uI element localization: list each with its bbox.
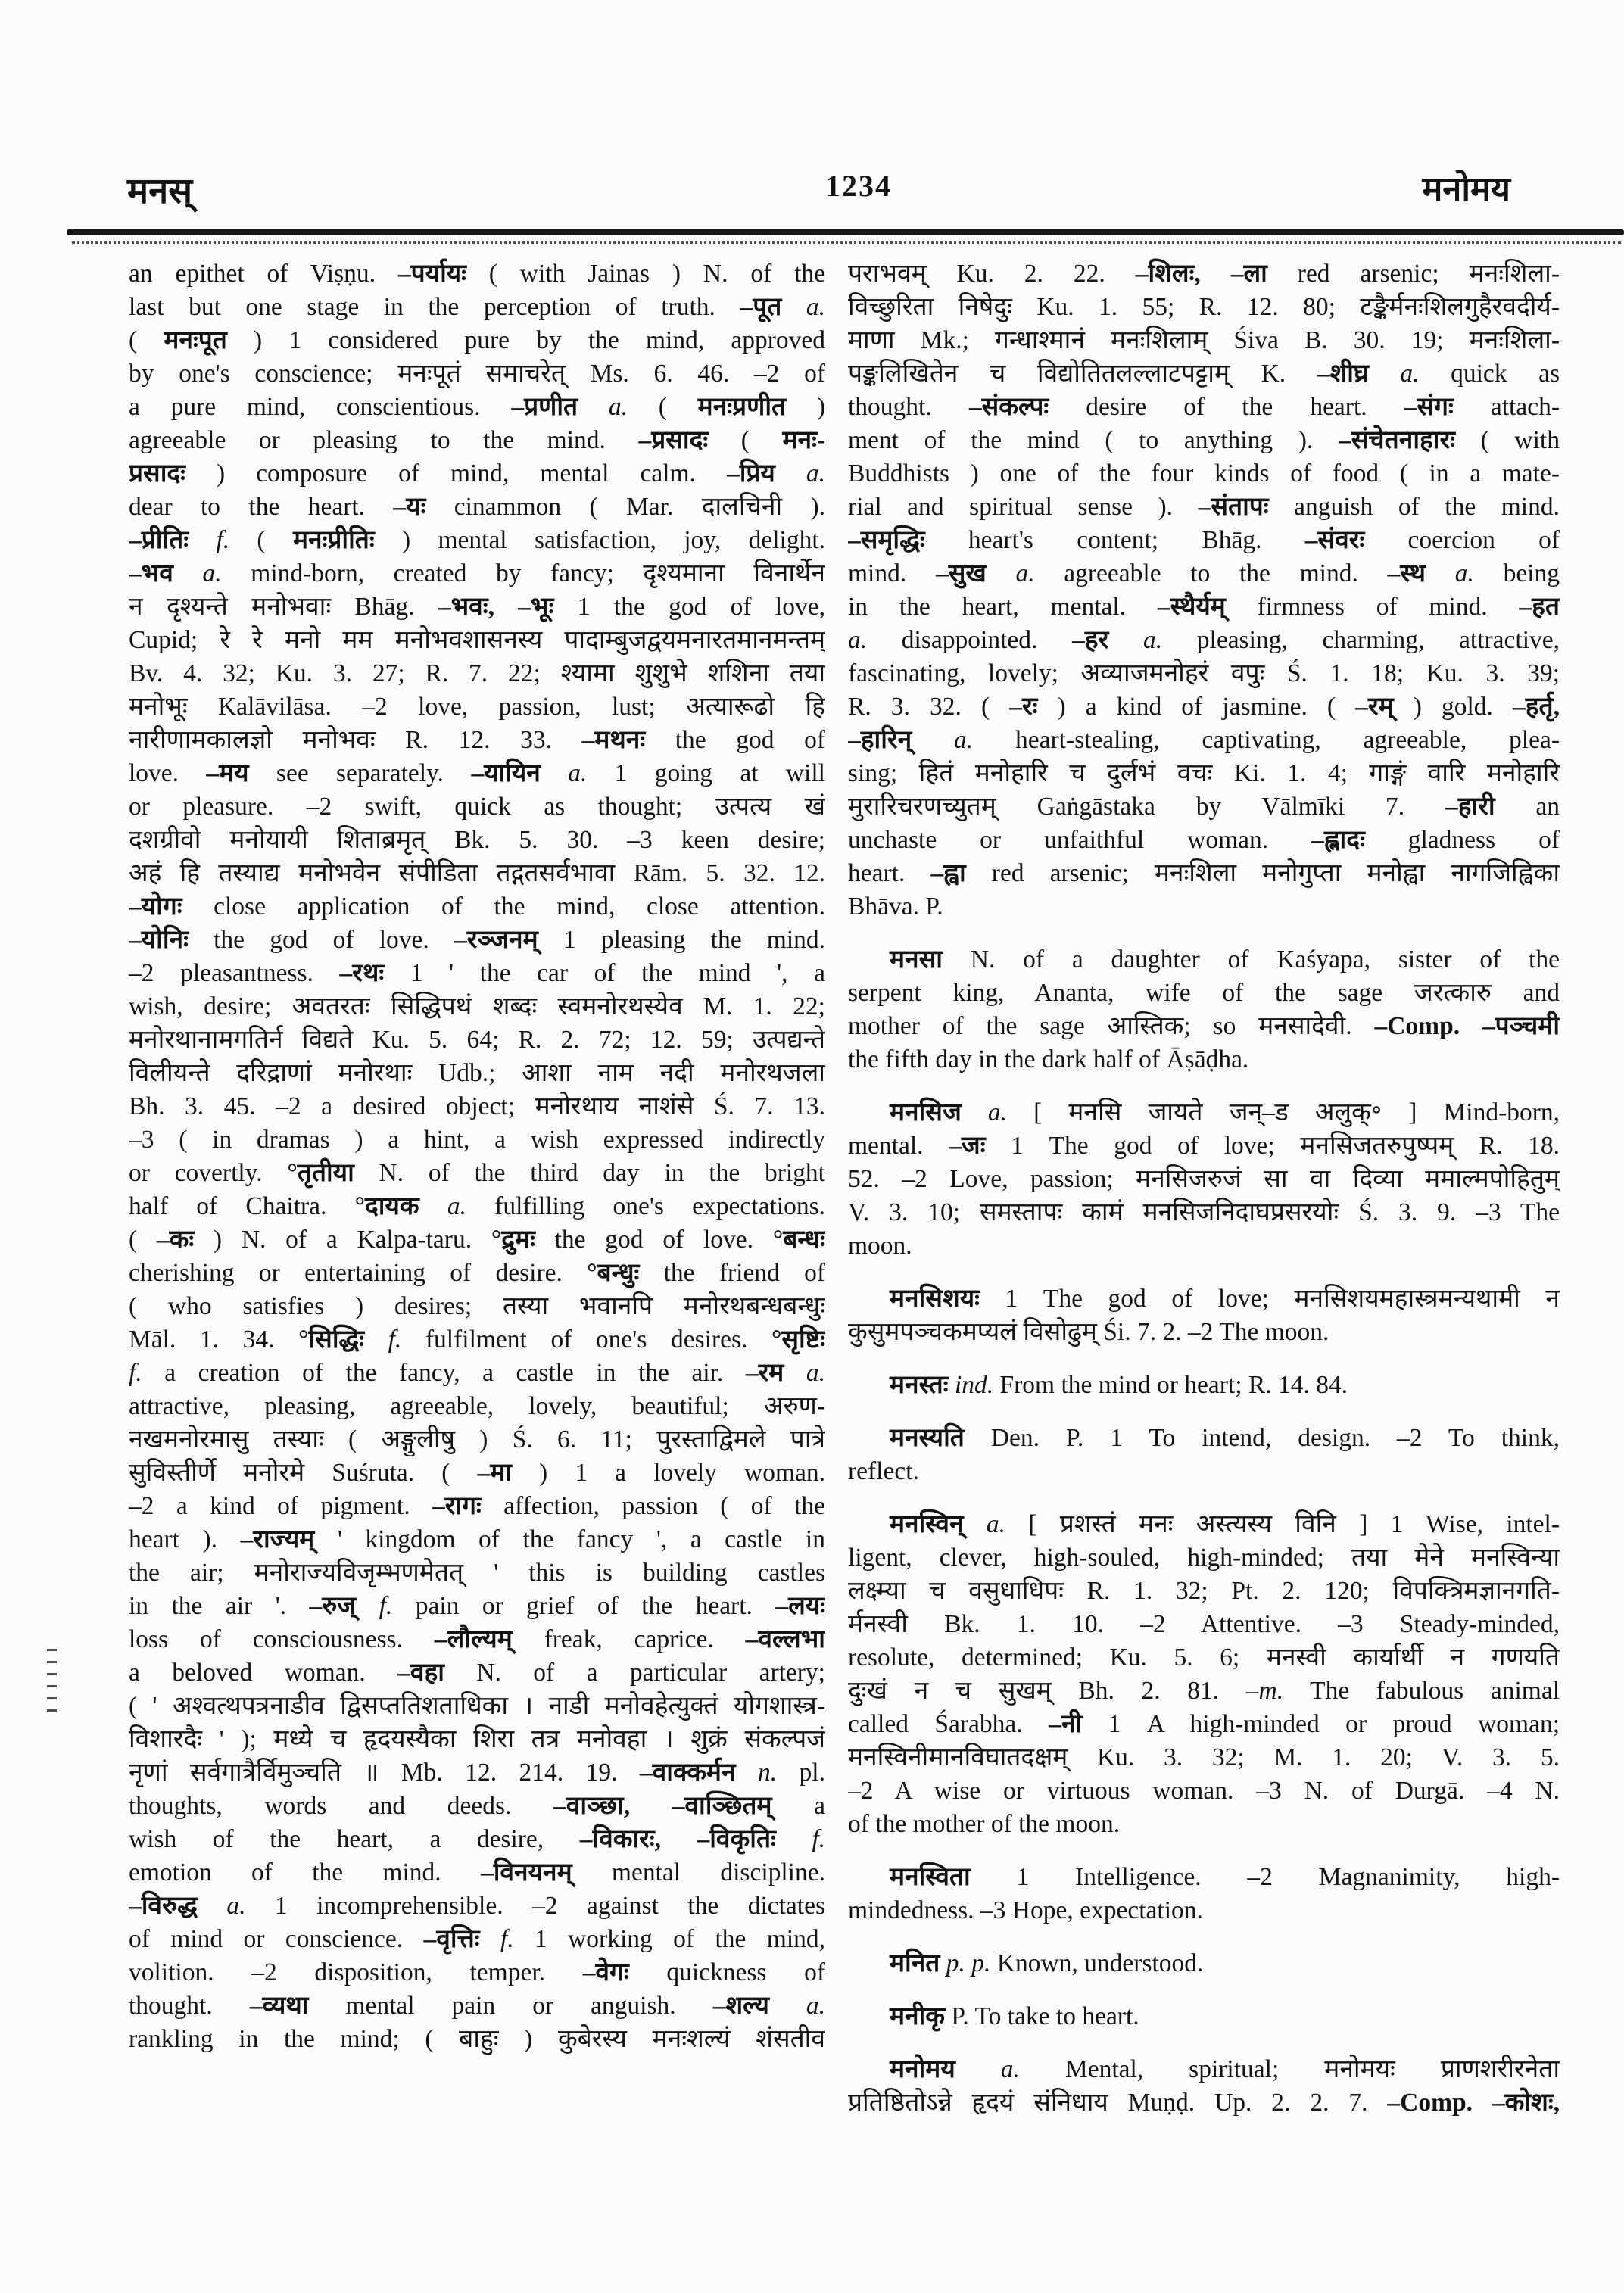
- column-left: [129, 257, 825, 2120]
- text-line: V. 3. 10; समस्तापः कामं मनसिजनिदाघप्रसरयोः Ś. 3. 9. –3 The: [848, 1198, 1560, 1226]
- text-line: पराभवम् Ku. 2. 22. –शिलः, –ला red arsenic; मनःशिला-: [848, 260, 1560, 288]
- text-line: mindedness. –3 Hope, expectation.: [848, 1896, 1203, 1924]
- paragraph: [848, 1861, 1560, 1927]
- text-line: or covertly. °तृतीया N. of the third day in the bright: [129, 1159, 825, 1187]
- paragraph: [848, 1508, 1560, 1841]
- text-line: rial and spiritual sense ). –संतापः anguish of the mind.: [848, 493, 1560, 521]
- paragraph: [848, 1282, 1560, 1349]
- text-line: a. disappointed. –हर a. pleasing, charming, attractive,: [848, 626, 1560, 654]
- paragraph: [848, 1947, 1560, 1980]
- text-line: fascinating, lovely; अव्याजमनोहरं वपुः Ś. 1. 18; Ku. 3. 39;: [848, 659, 1560, 687]
- text-line: heart ). –राज्यम् ' kingdom of the fancy ', a castle in: [129, 1525, 825, 1553]
- header-rule-thick: [67, 229, 1624, 235]
- text-line: in the air '. –रुज् f. pain or grief of the heart. –लयः: [129, 1592, 825, 1620]
- text-line: र्मनस्वी Bk. 1. 10. –2 Attentive. –3 Steady-minded,: [848, 1610, 1560, 1638]
- text-line: cherishing or entertaining of desire. °बन्धुः the friend of: [129, 1259, 825, 1287]
- text-line: last but one stage in the perception of truth. –पूत a.: [129, 293, 825, 321]
- text-line: अहं हि तस्याद्य मनोभवेन संपीडिता तद्गतसर्वभावा Rām. 5. 32. 12.: [129, 859, 825, 887]
- text-line: मनस्विन् a. [ प्रशस्तं मनः अस्त्यस्य विनि ] 1 Wise, intel-: [890, 1510, 1560, 1538]
- text-line: loss of consciousness. –लौल्यम् freak, caprice. –वल्लभा: [129, 1625, 825, 1653]
- text-line: sing; हितं मनोहारि च दुर्लभं वचः Ki. 1. 4; गाङ्गं वारि मनोहारि: [848, 759, 1560, 787]
- text-line: –विरुद्ध a. 1 incomprehensible. –2 against the dictates: [129, 1892, 825, 1920]
- text-line: पङ्कलिखितेन च विद्योतितलल्लाटपट्टाम् K. –शीघ्र a. quick as: [848, 360, 1560, 388]
- text-line: मनस्विनीमानविघातदक्षम् Ku. 3. 32; M. 1. 20; V. 3. 5.: [848, 1743, 1560, 1771]
- paragraph: [848, 943, 1560, 1076]
- text-line: wish of the heart, a desire, –विकारः, –विकृतिः f.: [129, 1825, 825, 1853]
- text-line: –भव a. mind-born, created by fancy; दृश्यमाना विनार्थेन: [129, 559, 825, 587]
- text-line: ( ' अश्वत्थपत्रनाडीव द्विसप्ततिशताधिका । नाडी मनोवहेत्युक्तं योगशास्त्र-: [129, 1692, 825, 1720]
- text-line: मनोरथानामगतिर्न विद्यते Ku. 5. 64; R. 2. 72; 12. 59; उत्पद्यन्ते: [129, 1026, 825, 1054]
- text-line: Cupid; रे रे मनो मम मनोभवशासनस्य पादाम्बुजद्वयमनारतमानमन्तम्: [129, 626, 825, 654]
- text-line: called Śarabha. –नी 1 A high-minded or proud woman;: [848, 1710, 1560, 1738]
- text-line: Bv. 4. 32; Ku. 3. 27; R. 7. 22; श्यामा शुशुभे शशिना तया: [129, 659, 825, 687]
- text-line: 52. –2 Love, passion; मनसिजरुजं सा वा दिव्या ममाल्मपोहितुम्: [848, 1165, 1560, 1193]
- text-line: mental. –जः 1 The god of love; मनसिजतरुपुष्पम् R. 18.: [848, 1132, 1560, 1160]
- text-line: half of Chaitra. °दायक a. fulfilling one's expectations.: [129, 1192, 825, 1220]
- text-line: कुसुमपञ्चकमप्यलं विसोढुम् Śi. 7. 2. –2 The moon.: [848, 1318, 1329, 1346]
- text-line: –योनिः the god of love. –रञ्जनम् 1 pleasing the mind.: [129, 926, 825, 954]
- text-line: –2 pleasantness. –रथः 1 ' the car of the mind ', a: [129, 959, 825, 987]
- text-line: a pure mind, conscientious. –प्रणीत a. ( मनःप्रणीत ): [129, 393, 825, 421]
- text-line: of the mother of the moon.: [848, 1810, 1121, 1838]
- text-line: mind. –सुख a. agreeable to the mind. –स्थ a. being: [848, 559, 1560, 587]
- text-line: दुःखं न च सुखम् Bh. 2. 81. –m. The fabulous animal: [848, 1677, 1560, 1705]
- text-line: मनीकृ P. To take to heart.: [890, 2002, 1139, 2030]
- text-line: लक्ष्म्या च वसुधाधिपः R. 1. 32; Pt. 2. 120; विपक्त्रिमज्ञानगति-: [848, 1577, 1560, 1605]
- text-line: rankling in the mind; ( बाहुः ) कुबेरस्य मनःशल्यं शंसतीव: [129, 2025, 825, 2053]
- text-line: दशग्रीवो मनोयायी शिताब्रमृत् Bk. 5. 30. –3 keen desire;: [129, 826, 825, 854]
- text-line: मनस्तः ind. From the mind or heart; R. 14. 84.: [890, 1371, 1348, 1399]
- paragraph: [848, 257, 1560, 924]
- text-line: मनसिशयः 1 The god of love; मनसिशयमहास्त्रमन्यथामी न: [890, 1285, 1560, 1313]
- text-line: ( –कः ) N. of a Kalpa-taru. °द्रुमः the god of love. °बन्धः: [129, 1226, 825, 1254]
- text-line: विलीयन्ते दरिद्राणां मनोरथाः Udb.; आशा नाम नदी मनोरथजला: [129, 1059, 825, 1087]
- text-line: नखमनोरमासु तस्याः ( अङ्गुलीषु ) Ś. 6. 11; पुरस्ताद्विमले पात्रे: [129, 1425, 825, 1453]
- text-line: wish, desire; अवतरतः सिद्धिपथं शब्दः स्वमनोरथस्येव M. 1. 22;: [129, 992, 825, 1020]
- text-line: love. –मय see separately. –यायिन a. 1 going at will: [129, 759, 825, 787]
- text-line: thoughts, words and deeds. –वाञ्छा, –वाञ्छितम् a: [129, 1792, 825, 1820]
- text-line: reflect.: [848, 1457, 919, 1485]
- running-head-right: मनोमय: [1422, 170, 1510, 208]
- text-line: thought. –संकल्पः desire of the heart. –संगः attach-: [848, 393, 1560, 421]
- text-line: मनस्यति Den. P. 1 To intend, design. –2 To think,: [890, 1424, 1560, 1452]
- text-line: माणा Mk.; गन्धाश्मानं मनःशिलाम् Śiva B. 30. 19; मनःशिला-: [848, 326, 1560, 354]
- text-line: प्रसादः ) composure of mind, mental calm. –प्रिय a.: [129, 460, 825, 488]
- paragraph: [848, 1422, 1560, 1488]
- margin-mark: [47, 1649, 57, 1721]
- text-line: Māl. 1. 34. °सिद्धिः f. fulfilment of one's desires. °सृष्टिः: [129, 1326, 825, 1354]
- column-right: [848, 257, 1560, 2120]
- text-line: नारीणामकालज्ञो मनोभवः R. 12. 33. –मथनः the god of: [129, 726, 825, 754]
- text-columns: [129, 257, 1560, 2120]
- text-line: –हारिन् a. heart-stealing, captivating, agreeable, plea-: [848, 726, 1560, 754]
- text-line: –समृद्धिः heart's content; Bhāg. –संवरः coercion of: [848, 526, 1560, 554]
- text-line: –2 A wise or virtuous woman. –3 N. of Durgā. –4 N.: [848, 1777, 1560, 1805]
- text-line: –योगः close application of the mind, close attention.: [129, 893, 825, 921]
- text-line: dear to the heart. –यः cinammon ( Mar. दालचिनी ).: [129, 493, 825, 521]
- text-line: thought. –व्यथा mental pain or anguish. –शल्य a.: [129, 1992, 825, 2020]
- paragraph: [848, 2053, 1560, 2120]
- text-line: by one's conscience; मनःपूतं समाचरेत् Ms. 6. 46. –2 of: [129, 360, 825, 388]
- text-line: ligent, clever, high-souled, high-minded; तया मेने मनस्विन्या: [848, 1544, 1560, 1572]
- text-line: विशारदैः ' ); मध्ये च हृदयस्यैका शिरा तत्र मनोवहा । शुक्रं संकल्पजं: [129, 1725, 825, 1753]
- text-line: विच्छुरिता निषेदुः Ku. 1. 55; R. 12. 80; टङ्कैर्मनःशिलगुहैरवदीर्य-: [848, 293, 1560, 321]
- header-rule-dotted: [72, 241, 1621, 244]
- text-line: ment of the mind ( to anything ). –संचेतनाहारः ( with: [848, 426, 1560, 454]
- text-line: resolute, determined; Ku. 5. 6; मनस्वी कार्यार्थी न गणयति: [848, 1643, 1560, 1671]
- text-line: –2 a kind of pigment. –रागः affection, passion ( of the: [129, 1492, 825, 1520]
- text-line: an epithet of Viṣṇu. –पर्यायः ( with Jainas ) N. of the: [129, 260, 825, 288]
- paragraph: [848, 1369, 1560, 1402]
- text-line: नृणां सर्वगात्रैर्विमुञ्चति ॥ Mb. 12. 214. 19. –वाक्कर्मन n. pl.: [129, 1759, 825, 1787]
- text-line: Bhāva. P.: [848, 893, 943, 921]
- text-line: a beloved woman. –वहा N. of a particular artery;: [129, 1659, 825, 1687]
- page-number: 1234: [825, 169, 892, 203]
- text-line: मनित p. p. Known, understood.: [890, 1949, 1204, 1977]
- running-head-left: मनस्: [127, 172, 192, 211]
- text-line: the air; मनोराज्यविजृम्भणमेतत् ' this is building castles: [129, 1559, 825, 1587]
- text-line: f. a creation of the fancy, a castle in the air. –रम a.: [129, 1359, 825, 1387]
- text-line: –प्रीतिः f. ( मनःप्रीतिः ) mental satisfaction, joy, delight.: [129, 526, 825, 554]
- text-line: मुरारिचरणच्युतम् Gaṅgāstaka by Vālmīki 7. –हारी an: [848, 793, 1560, 821]
- text-line: moon.: [848, 1232, 912, 1260]
- text-line: agreeable or pleasing to the mind. –प्रसादः ( मनः-: [129, 426, 825, 454]
- text-line: ( मनःपूत ) 1 considered pure by the mind, approved: [129, 326, 825, 354]
- text-line: Buddhists ) one of the four kinds of food ( in a mate-: [848, 460, 1560, 488]
- text-line: मनसा N. of a daughter of Kaśyapa, sister of the: [890, 946, 1560, 974]
- text-line: or pleasure. –2 swift, quick as thought; उत्पत्य खं: [129, 793, 825, 821]
- text-line: मनस्विता 1 Intelligence. –2 Magnanimity, high-: [890, 1863, 1560, 1891]
- text-line: mother of the sage आस्तिक; so मनसादेवी. –Comp. –पञ्चमी: [848, 1012, 1560, 1040]
- text-line: न दृश्यन्ते मनोभवाः Bhāg. –भवः, –भूः 1 the god of love,: [129, 593, 825, 621]
- text-line: attractive, pleasing, agreeable, lovely, beautiful; अरुण-: [129, 1392, 825, 1420]
- text-line: मनसिज a. [ मनसि जायते जन्–ड अलुक्॰ ] Mind-born,: [890, 1098, 1560, 1126]
- text-line: volition. –2 disposition, temper. –वेगः quickness of: [129, 1958, 825, 1986]
- paragraph: [848, 1096, 1560, 1263]
- text-line: मनोभूः Kalāvilāsa. –2 love, passion, lust; अत्यारूढो हि: [129, 693, 825, 721]
- text-line: ( who satisfies ) desires; तस्या भवानपि मनोरथबन्धबन्धुः: [129, 1292, 825, 1320]
- paragraph: [129, 257, 825, 2056]
- text-line: emotion of the mind. –विनयनम् mental discipline.: [129, 1858, 825, 1886]
- text-line: –3 ( in dramas ) a hint, a wish expressed indirectly: [129, 1126, 825, 1154]
- text-line: the fifth day in the dark half of Āṣāḍha.: [848, 1045, 1249, 1073]
- text-line: in the heart, mental. –स्थैर्यम् firmness of mind. –हत: [848, 593, 1560, 621]
- text-line: प्रतिष्ठितोऽन्ने हृदयं संनिधाय Muṇḍ. Up. 2. 2. 7. –Comp. –कोशः,: [848, 2089, 1560, 2117]
- text-line: unchaste or unfaithful woman. –ह्लादः gladness of: [848, 826, 1560, 854]
- text-line: heart. –ह्वा red arsenic; मनःशिला मनोगुप्ता मनोह्वा नागजिह्विका: [848, 859, 1560, 887]
- text-line: serpent king, Ananta, wife of the sage जरत्कारु and: [848, 979, 1560, 1007]
- paragraph: [848, 2000, 1560, 2033]
- text-line: R. 3. 32. ( –रः ) a kind of jasmine. ( –रम् ) gold. –हर्तृ,: [848, 693, 1560, 721]
- text-line: मनोमय a. Mental, spiritual; मनोमयः प्राणशरीरनेता: [890, 2055, 1560, 2083]
- text-line: of mind or conscience. –वृत्तिः f. 1 working of the mind,: [129, 1925, 825, 1953]
- text-line: सुविस्तीर्णे मनोरमे Suśruta. ( –मा ) 1 a lovely woman.: [129, 1459, 825, 1487]
- text-line: Bh. 3. 45. –2 a desired object; मनोरथाय नाशंसे Ś. 7. 13.: [129, 1092, 825, 1120]
